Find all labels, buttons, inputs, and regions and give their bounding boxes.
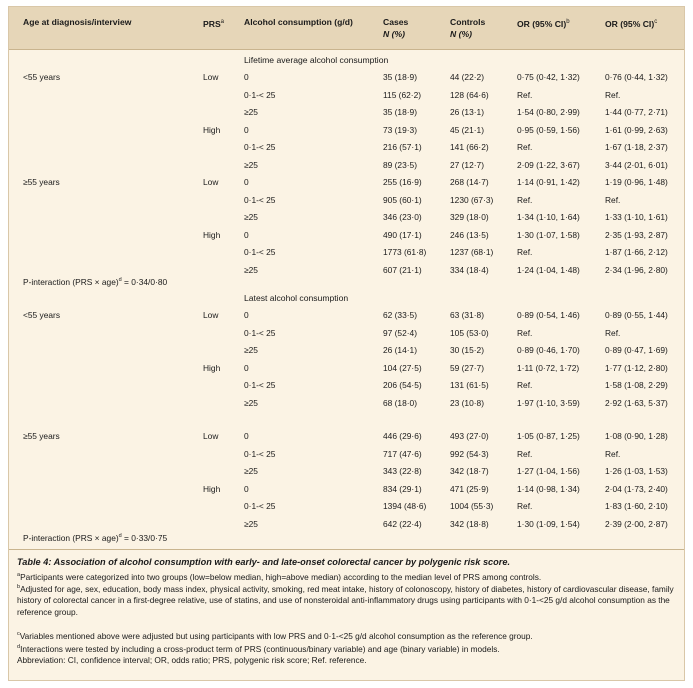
cell-prs: Low (203, 72, 219, 82)
cell-or1: 0·95 (0·59, 1·56) (517, 124, 580, 135)
cell-controls: 26 (13·1) (450, 107, 484, 118)
cell-cases: 89 (23·5) (383, 160, 417, 170)
cell-or1: 1·14 (0·91, 1·42) (517, 177, 580, 187)
cell-alc: 0·1-< 25 (244, 142, 276, 153)
cell-cases: 607 (21·1) (383, 265, 422, 275)
cell-or2: 2·39 (2·00, 2·87) (605, 519, 668, 529)
header-rule (9, 49, 684, 50)
cell-or1: 1·30 (1·07, 1·58) (517, 229, 580, 240)
cell-or1: 0·75 (0·42, 1·32) (517, 72, 580, 82)
cell-or1: 1·27 (1·04, 1·56) (517, 466, 580, 477)
cell-or2: 2·04 (1·73, 2·40) (605, 483, 668, 494)
cell-controls: 471 (25·9) (450, 483, 489, 494)
cell-controls: 45 (21·1) (450, 124, 484, 135)
cell-or1: 1·24 (1·04, 1·48) (517, 265, 580, 275)
cell-cases: 642 (22·4) (383, 519, 422, 529)
note-d: $^d$Interactions were tested by including a cross-product term of PRS (continuous/binary variable) and age (binary variable) in models. (17, 643, 500, 654)
cell-cases: 216 (57·1) (383, 142, 422, 153)
cell-or2: 1·67 (1·18, 2·37) (605, 142, 668, 153)
cell-controls: 329 (18·0) (450, 212, 489, 223)
age-group-label: ≥55 years (23, 431, 60, 441)
cell-or1: 0·89 (0·46, 1·70) (517, 345, 580, 356)
cell-or1: 1·34 (1·10, 1·64) (517, 212, 580, 223)
cell-or1: 1·14 (0·98, 1·34) (517, 483, 580, 494)
header-prs: PRS$^a$ (203, 18, 225, 29)
cell-alc: 0·1-< 25 (244, 247, 276, 258)
cell-controls: 1004 (55·3) (450, 501, 494, 512)
header-age: Age at diagnosis/interview (23, 17, 132, 27)
note-c: $^c$Variables mentioned above were adjusted but using participants with low PRS and 0·1-<25 g/d alcohol consumption as the reference group. (17, 630, 533, 641)
header-or-joint: OR (95% CI)$^c$ (605, 18, 658, 29)
header-controls: Controls N (%) (450, 17, 486, 39)
cell-alc: 0 (244, 362, 249, 373)
cell-alc: ≥25 (244, 466, 258, 477)
cell-or2: 0·76 (0·44, 1·32) (605, 72, 668, 82)
table-header-bar (9, 7, 684, 49)
cell-cases: 35 (18·9) (383, 107, 417, 118)
cell-cases: 717 (47·6) (383, 448, 422, 459)
cell-or1: Ref. (517, 247, 533, 258)
cell-alc: ≥25 (244, 265, 258, 275)
cell-or2: Ref. (605, 89, 621, 100)
cell-cases: 35 (18·9) (383, 72, 417, 82)
caption-title: Table 4: Association of alcohol consumption with early- and late-onset colorectal cancer by polygenic risk score. (17, 557, 511, 567)
cell-cases: 97 (52·4) (383, 327, 417, 338)
cell-or1: 1·05 (0·87, 1·25) (517, 431, 580, 441)
note-a: $^a$Participants were categorized into two groups (low=below median, high=above median) according to the median level of PRS among controls. (17, 571, 542, 582)
cell-or2: 1·61 (0·99, 2·63) (605, 124, 668, 135)
cell-or2: Ref. (605, 448, 621, 459)
cell-controls: 131 (61·5) (450, 380, 489, 391)
cell-or1: Ref. (517, 448, 533, 459)
cell-cases: 115 (62·2) (383, 89, 422, 100)
cell-or2: 1·87 (1·66, 2·12) (605, 247, 668, 258)
table-container (8, 6, 685, 681)
cell-alc: 0·1-< 25 (244, 89, 276, 100)
cell-cases: 73 (19·3) (383, 124, 417, 135)
note-b: $^b$Adjusted for age, sex, education, body mass index, physical activity, smoking, red meat intake, history of colonoscopy, history of diabetes, history of cardiovascular disease, family history of colorectal cancer in a first-degree relative, use of statins, and use of nonsteroidal anti-inflammatory drugs using participants with 0·1-<25 g/d alcohol consumption as the reference group. (17, 583, 674, 617)
cell-or2: 1·58 (1·08, 2·29) (605, 380, 668, 391)
section-title: Latest alcohol consumption (244, 293, 349, 303)
cell-alc: 0 (244, 310, 249, 320)
cell-or1: Ref. (517, 89, 533, 100)
p-interaction: P-interaction (PRS × age)$^d$ = 0·34/0·80 (23, 277, 168, 287)
cell-prs: Low (203, 431, 219, 441)
cell-cases: 343 (22·8) (383, 466, 422, 477)
cell-controls: 59 (27·7) (450, 362, 484, 373)
cell-controls: 342 (18·8) (450, 519, 489, 529)
header-cases: Cases N (%) (383, 17, 409, 39)
cell-controls: 268 (14·7) (450, 177, 489, 187)
cell-controls: 992 (54·3) (450, 448, 489, 459)
cell-controls: 493 (27·0) (450, 431, 489, 441)
cell-cases: 446 (29·6) (383, 431, 422, 441)
cell-or2: 0·89 (0·47, 1·69) (605, 345, 668, 356)
cell-or1: Ref. (517, 142, 533, 153)
cell-controls: 1237 (68·1) (450, 247, 494, 258)
cell-controls: 44 (22·2) (450, 72, 484, 82)
cell-or1: 1·97 (1·10, 3·59) (517, 398, 580, 408)
cell-cases: 905 (60·1) (383, 194, 422, 205)
cell-alc: 0 (244, 72, 249, 82)
cell-or2: 1·83 (1·60, 2·10) (605, 501, 668, 512)
section-title: Lifetime average alcohol consumption (244, 55, 389, 65)
cell-alc: 0·1-< 25 (244, 380, 276, 391)
p-interaction: P-interaction (PRS × age)$^d$ = 0·33/0·75 (23, 533, 168, 543)
cell-or2: 1·77 (1·12, 2·80) (605, 362, 668, 373)
cell-prs: High (203, 362, 221, 373)
cell-controls: 27 (12·7) (450, 160, 484, 170)
cell-prs: High (203, 124, 221, 135)
cell-controls: 334 (18·4) (450, 265, 489, 275)
cell-alc: 0 (244, 431, 249, 441)
cell-or2: 0·89 (0·55, 1·44) (605, 310, 668, 320)
cell-controls: 128 (64·6) (450, 89, 489, 100)
cell-alc: 0·1-< 25 (244, 327, 276, 338)
cell-cases: 1773 (61·8) (383, 247, 427, 258)
cell-or2: 1·33 (1·10, 1·61) (605, 212, 668, 223)
cell-alc: ≥25 (244, 160, 258, 170)
cell-cases: 62 (33·5) (383, 310, 417, 320)
cell-alc: ≥25 (244, 107, 258, 118)
abbreviations: Abbreviation: CI, confidence interval; OR, odds ratio; PRS, polygenic risk score; Ref. reference. (17, 655, 367, 665)
cell-or2: 2·34 (1·96, 2·80) (605, 265, 668, 275)
cell-controls: 105 (53·0) (450, 327, 489, 338)
cell-or1: Ref. (517, 501, 533, 512)
cell-alc: 0·1-< 25 (244, 194, 276, 205)
cell-cases: 346 (23·0) (383, 212, 422, 223)
cell-or2: 1·26 (1·03, 1·53) (605, 466, 668, 477)
cell-cases: 104 (27·5) (383, 362, 422, 373)
cell-or2: 1·08 (0·90, 1·28) (605, 431, 668, 441)
cell-or2: 3·44 (2·01, 6·01) (605, 160, 668, 170)
cell-cases: 834 (29·1) (383, 483, 422, 494)
cell-cases: 68 (18·0) (383, 398, 417, 408)
cell-or1: 1·54 (0·80, 2·99) (517, 107, 580, 118)
cell-or2: Ref. (605, 327, 621, 338)
cell-or1: 1·30 (1·09, 1·54) (517, 519, 580, 529)
cell-alc: 0·1-< 25 (244, 501, 276, 512)
cell-alc: 0·1-< 25 (244, 448, 276, 459)
cell-cases: 490 (17·1) (383, 229, 422, 240)
header-alcohol: Alcohol consumption (g/d) (244, 17, 353, 27)
cell-controls: 342 (18·7) (450, 466, 489, 477)
cell-alc: 0 (244, 229, 249, 240)
cell-alc: ≥25 (244, 212, 258, 223)
cell-alc: ≥25 (244, 519, 258, 529)
cell-controls: 63 (31·8) (450, 310, 484, 320)
cell-cases: 206 (54·5) (383, 380, 422, 391)
age-group-label: <55 years (23, 72, 61, 82)
caption-rule (9, 549, 684, 550)
age-group-label: <55 years (23, 310, 61, 320)
cell-alc: ≥25 (244, 398, 258, 408)
cell-controls: 141 (66·2) (450, 142, 489, 153)
header-or-adjusted: OR (95% CI)$^b$ (517, 18, 570, 29)
cell-or2: 2·92 (1·63, 5·37) (605, 398, 668, 408)
cell-controls: 1230 (67·3) (450, 194, 494, 205)
age-group-label: ≥55 years (23, 177, 60, 187)
cell-alc: 0 (244, 124, 249, 135)
cell-cases: 255 (16·9) (383, 177, 422, 187)
cell-alc: 0 (244, 177, 249, 187)
cell-alc: ≥25 (244, 345, 258, 356)
cell-cases: 26 (14·1) (383, 345, 417, 356)
cell-controls: 23 (10·8) (450, 398, 484, 408)
cell-or1: Ref. (517, 380, 533, 391)
cell-or1: 2·09 (1·22, 3·67) (517, 160, 580, 170)
cell-prs: Low (203, 310, 219, 320)
cell-controls: 246 (13·5) (450, 229, 489, 240)
cell-or1: Ref. (517, 327, 533, 338)
cell-cases: 1394 (48·6) (383, 501, 427, 512)
cell-or1: 0·89 (0·54, 1·46) (517, 310, 580, 320)
cell-or2: 2·35 (1·93, 2·87) (605, 229, 668, 240)
cell-or1: Ref. (517, 194, 533, 205)
cell-prs: High (203, 483, 221, 494)
cell-controls: 30 (15·2) (450, 345, 484, 356)
cell-or2: Ref. (605, 194, 621, 205)
cell-or1: 1·11 (0·72, 1·72) (517, 362, 580, 373)
cell-prs: Low (203, 177, 219, 187)
cell-or2: 1·19 (0·96, 1·48) (605, 177, 668, 187)
cell-or2: 1·44 (0·77, 2·71) (605, 107, 668, 118)
cell-alc: 0 (244, 483, 249, 494)
cell-prs: High (203, 229, 221, 240)
